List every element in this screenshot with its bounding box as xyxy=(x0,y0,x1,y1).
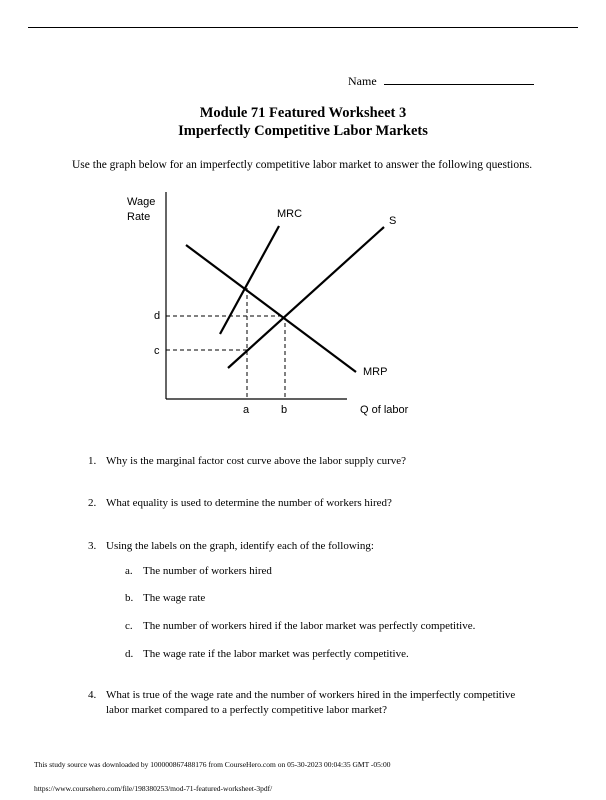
sub-question-text: The number of workers hired if the labor market was perfectly competitive. xyxy=(143,620,476,632)
question-text: Using the labels on the graph, identify each of the following: xyxy=(106,540,374,552)
x-tick-b: b xyxy=(281,404,288,416)
sub-question-letter: b. xyxy=(125,592,134,604)
question-number: 3. xyxy=(88,540,97,552)
intro-text: Use the graph below for an imperfectly competitive labor market to answer the following questions. xyxy=(72,159,533,171)
supply-curve xyxy=(228,227,384,368)
y-tick-d: d xyxy=(154,310,161,322)
y-axis-label-rate: Rate xyxy=(127,211,151,223)
question-number: 2. xyxy=(88,497,97,509)
question-text: Why is the marginal factor cost curve above the labor supply curve? xyxy=(106,455,407,467)
question-number: 1. xyxy=(88,455,97,467)
name-label: Name xyxy=(348,74,377,88)
worksheet-subtitle: Imperfectly Competitive Labor Markets xyxy=(178,123,428,139)
download-notice: This study source was downloaded by 100000867488176 from CourseHero.com on 05-30-2023 00:04:35 GMT -05:00 xyxy=(34,760,391,769)
supply-label: S xyxy=(389,215,397,227)
mrp-curve xyxy=(186,245,356,372)
sub-question-letter: d. xyxy=(125,648,134,660)
mrc-label: MRC xyxy=(277,208,303,220)
x-axis-label: Q of labor xyxy=(360,404,409,416)
sub-question-letter: a. xyxy=(125,565,133,577)
mrc-curve xyxy=(220,226,279,334)
y-tick-c: c xyxy=(154,345,160,357)
source-url[interactable]: https://www.coursehero.com/file/198380253/mod-71-featured-worksheet-3pdf/ xyxy=(34,784,273,793)
sub-question-text: The wage rate xyxy=(143,592,206,604)
sub-question-text: The wage rate if the labor market was perfectly competitive. xyxy=(143,648,409,660)
worksheet-title: Module 71 Featured Worksheet 3 xyxy=(199,105,407,121)
question-number: 4. xyxy=(88,689,97,701)
sub-question-letter: c. xyxy=(125,620,133,632)
question-text: What equality is used to determine the number of workers hired? xyxy=(106,497,392,509)
sub-question-text: The number of workers hired xyxy=(143,565,272,577)
x-tick-a: a xyxy=(243,404,250,416)
y-axis-label-wage: Wage xyxy=(127,196,156,208)
mrp-label: MRP xyxy=(363,366,388,378)
question-text: What is true of the wage rate and the number of workers hired in the imperfectly competitive labor market compared to a perfectly competitive labor market? xyxy=(106,689,516,716)
